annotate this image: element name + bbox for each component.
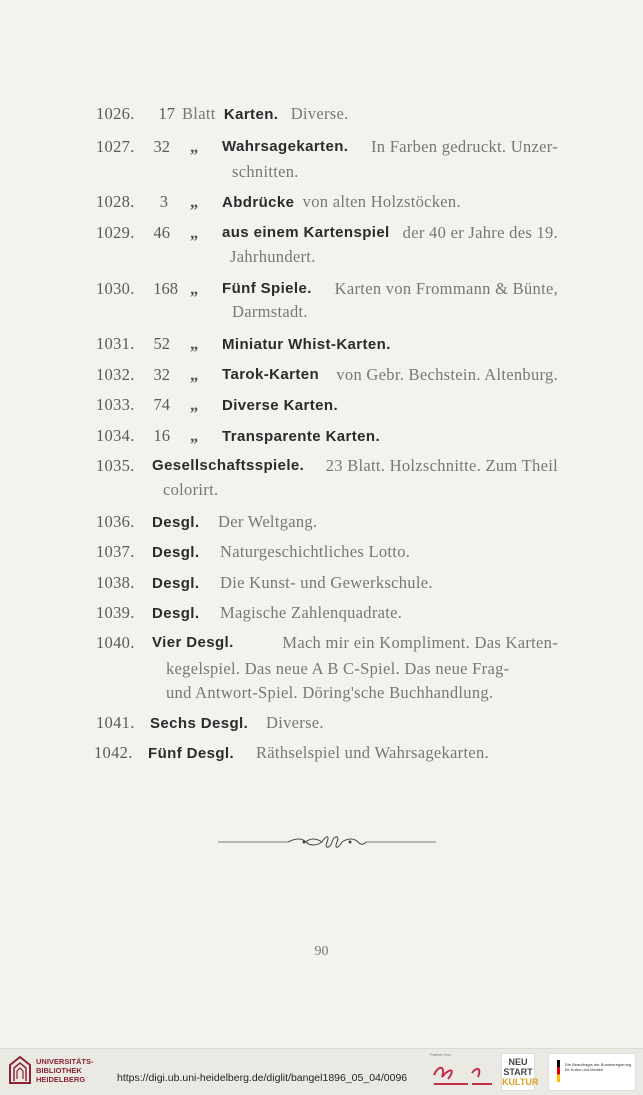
entry-number: 1036. — [96, 512, 135, 531]
ditto-mark: „ — [190, 279, 199, 298]
entry-continuation: und Antwort-Spiel. Döring'sche Buchhandlung. — [166, 683, 494, 702]
permalink-url[interactable]: https://digi.ub.uni-heidelberg.de/diglit/bangel1896_05_04/0096 — [117, 1072, 408, 1084]
entry-description: Die Kunst- und Gewerkschule. — [220, 573, 433, 592]
entry-title: aus einem Kartenspiel — [222, 224, 390, 241]
entry-quantity: 3 — [159, 192, 168, 211]
entry-number: 1031. — [96, 334, 135, 353]
entry-description: Naturgeschichtliches Lotto. — [220, 542, 411, 561]
entry-quantity: 32 — [153, 365, 170, 384]
entry-description: Diverse. — [266, 713, 324, 732]
ditto-mark: „ — [190, 395, 199, 414]
entry-description: von Gebr. Bechstein. Altenburg. — [336, 365, 558, 384]
neustart-kultur-logo: NEU START KULTUR — [501, 1053, 535, 1091]
ditto-mark: „ — [190, 192, 199, 211]
entry-description: Karten von Frommann & Bünte, — [334, 279, 558, 298]
page-number: 90 — [314, 944, 329, 959]
entry-description: 23 Blatt. Holzschnitte. Zum Theil — [325, 456, 558, 475]
entry-number: 1040. — [96, 633, 135, 652]
entry-number: 1041. — [96, 713, 135, 732]
entry-title: Wahrsagekarten. — [222, 138, 349, 155]
entry-number: 1029. — [96, 223, 135, 242]
entry-description: der 40 er Jahre des 19. — [402, 223, 558, 242]
ditto-mark: „ — [190, 365, 199, 384]
entry-description: von alten Holzstöcken. — [302, 192, 461, 211]
german-flag-icon — [557, 1060, 560, 1082]
entry-quantity: 17 — [158, 104, 175, 123]
entry-title: Fünf Desgl. — [148, 745, 235, 762]
library-name: UNIVERSITÄTS- BIBLIOTHEK HEIDELBERG — [36, 1057, 94, 1084]
entry-description: Diverse. — [290, 104, 349, 123]
entry-title: Desgl. — [152, 605, 200, 622]
university-library-logo-icon — [8, 1055, 32, 1085]
entry-title: Karten. — [223, 106, 279, 123]
entry-number: 1037. — [96, 542, 135, 561]
partner-label: Partner von — [430, 1052, 451, 1057]
entry-title: Desgl. — [152, 544, 200, 561]
entry-title: Transparente Karten. — [222, 428, 381, 445]
entry-unit: Blatt — [182, 104, 216, 123]
entry-number: 1039. — [96, 603, 135, 622]
entry-title: Vier Desgl. — [152, 634, 234, 651]
entry-number: 1027. — [96, 137, 135, 156]
entry-description: Mach mir ein Kompliment. Das Karten- — [282, 633, 558, 652]
entry-number: 1038. — [96, 573, 135, 592]
ditto-mark: „ — [190, 334, 199, 353]
entry-quantity: 168 — [153, 279, 178, 298]
entry-quantity: 32 — [153, 137, 170, 156]
federal-government-logo: Die Beauftragte der Bundesregierung für Kultur und Medien — [548, 1053, 636, 1091]
entry-title: Diverse Karten. — [222, 397, 339, 414]
entry-number: 1035. — [96, 456, 135, 475]
entry-number: 1034. — [96, 426, 135, 445]
entry-continuation: colorirt. — [163, 480, 219, 499]
entry-title: Tarok-Karten — [222, 366, 320, 383]
entry-title: Gesellschaftsspiele. — [152, 457, 305, 474]
entry-description: Magische Zahlenquadrate. — [220, 603, 403, 622]
entry-title: Fünf Spiele. — [222, 280, 312, 297]
entry-continuation: Jahrhundert. — [230, 247, 316, 266]
entry-quantity: 52 — [153, 334, 170, 353]
entry-quantity: 16 — [153, 426, 170, 445]
entry-description: In Farben gedruckt. Unzer- — [370, 137, 558, 156]
entry-number: 1030. — [96, 279, 135, 298]
entry-continuation: Darmstadt. — [232, 302, 308, 321]
decorative-ornament — [218, 832, 436, 852]
entry-title: Desgl. — [152, 514, 200, 531]
ditto-mark: „ — [190, 426, 199, 445]
entry-continuation: schnitten. — [232, 162, 299, 181]
entry-continuation: kegelspiel. Das neue A B C-Spiel. Das neue Frag- — [166, 659, 510, 678]
ditto-mark: „ — [190, 223, 199, 242]
entry-description: Der Weltgang. — [218, 512, 318, 531]
entry-title: Miniatur Whist-Karten. — [222, 336, 391, 353]
entry-number: 1033. — [96, 395, 135, 414]
entry-quantity: 74 — [153, 395, 170, 414]
ditto-mark: „ — [190, 137, 199, 156]
entry-number: 1042. — [94, 743, 133, 762]
entry-quantity: 46 — [153, 223, 170, 242]
entry-number: 1026. — [96, 104, 135, 123]
entry-title: Sechs Desgl. — [150, 715, 249, 732]
digitization-footer — [0, 1048, 643, 1095]
entry-number: 1032. — [96, 365, 135, 384]
partner-logo-icon — [428, 1053, 498, 1091]
entry-title: Desgl. — [152, 575, 200, 592]
entry-title: Abdrücke — [222, 194, 295, 211]
entry-number: 1028. — [96, 192, 135, 211]
entry-description: Räthselspiel und Wahrsagekarten. — [256, 743, 489, 762]
